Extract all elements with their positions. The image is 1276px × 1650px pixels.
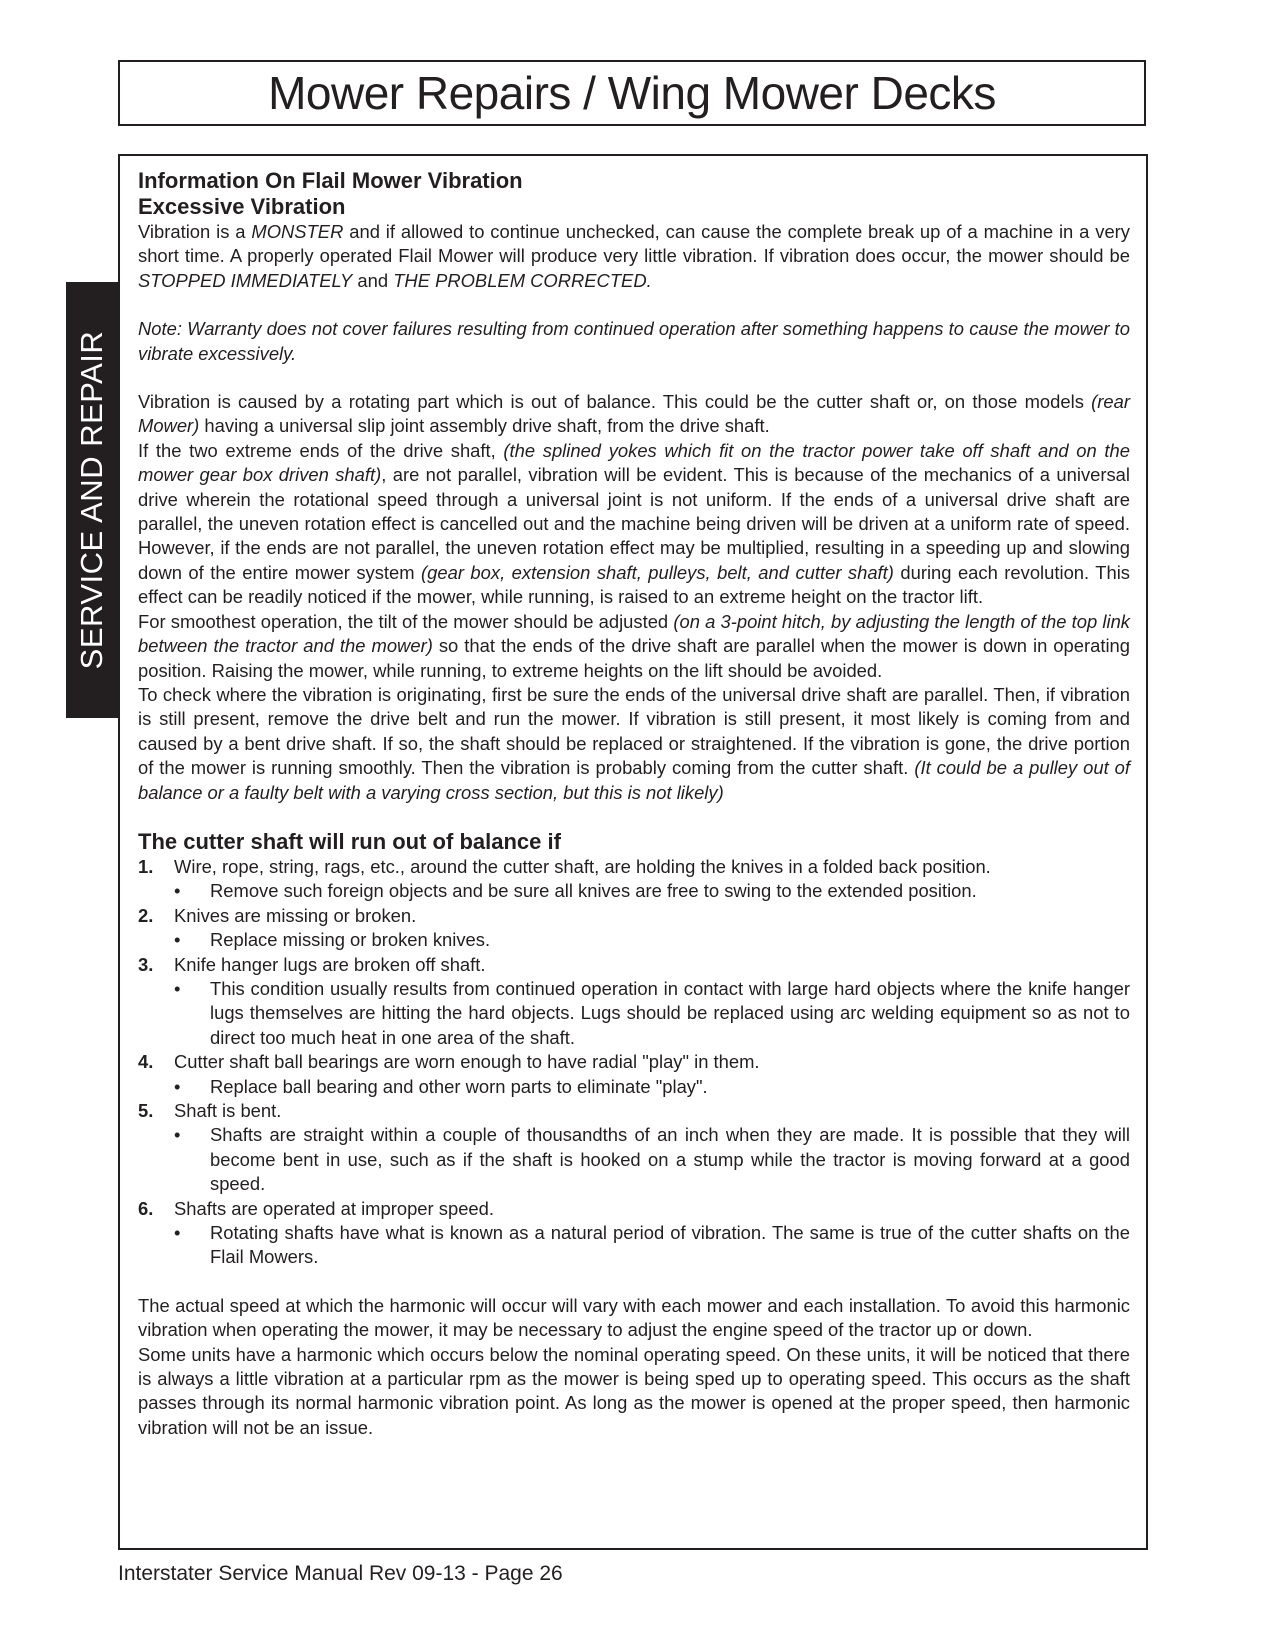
sub-item-text: Remove such foreign objects and be sure all knives are free to swing to the extended position. [210,880,977,902]
item-number: 1. [138,855,154,877]
body-paragraph [138,439,1130,610]
section-heading: Information On Flail Mower Vibration [138,168,523,193]
page-footer: Interstater Service Manual Rev 09-13 - Page 26 [118,1562,563,1585]
text-run: so that the ends of the drive shaft are parallel when the mower is down in operating position. Raising the mower, while running, to extreme heights on the lift should be avoided. [138,635,1130,681]
side-tab-label: SERVICE AND REPAIR [74,330,109,670]
sub-item [174,977,1130,1050]
body-paragraph [138,683,1130,805]
sub-item-text: Replace ball bearing and other worn parts to eliminate "play". [210,1075,708,1097]
item-text: Knife hanger lugs are broken off shaft. [174,953,486,975]
section-subheading: Excessive Vibration [138,194,346,219]
body-paragraph [138,610,1130,683]
italic-text: MONSTER [251,221,344,242]
sub-item [174,928,1130,952]
italic-text: (rear Mower) [138,391,1130,437]
text-run: and [352,269,394,291]
list-item [138,904,1130,953]
sub-item [174,1075,1130,1099]
text-run: and if allowed to continue unchecked, can cause the complete break up of a machine in a very short time. A properly operated Flail Mower will produce very little vibration. If vibration does occur, the mower should be [138,221,1130,267]
text-run: To check where the vibration is originating, first be sure the ends of the universal drive shaft are parallel. Then, if vibration is still present, remove the drive belt and run the mower. If vibration is still present, it most likely is coming from and caused by a bent drive shaft. If so, the shaft should be replaced or straightened. If the vibration is gone, the drive portion of the mower is running smoothly. Then the vibration is probably coming from the cutter shaft. [138,683,1130,779]
item-text: Knives are missing or broken. [174,904,417,926]
text-run: during each revolution. This effect can be readily noticed if the mower, while running, is raised to an extreme height on the tractor lift. [138,561,1130,608]
intro-paragraph [138,220,1130,293]
sub-item-text: Replace missing or broken knives. [210,929,491,951]
harmonic-paragraph: Some units have a harmonic which occurs below the nominal operating speed. On these units, it will be noticed that there is always a little vibration at a particular rpm as the mower is being sped up to operating speed. This occurs as the shaft passes through its normal harmonic vibration point. As long as the mower is opened at the proper speed, then harmonic vibration will not be an issue. [138,1343,1130,1438]
warranty-note-text: Note: Warranty does not cover failures resulting from continued operation after something happens to cause the mower to vibrate excessively. [138,318,1130,364]
list-item [138,953,1130,1051]
italic-text: THE PROBLEM CORRECTED. [393,269,652,291]
bullet-icon: • [174,1222,181,1244]
sub-item [174,1221,1130,1270]
cause-list [138,855,1130,1270]
section-side-tab [66,282,118,718]
balance-heading: The cutter shaft will run out of balance if [138,828,561,854]
sub-item-text: Shafts are straight within a couple of thousandths of an inch when they are made. It is possible that they will become bent in use, such as if the shaft is hooked on a stump while the tractor is moving forward at a good speed. [210,1124,1130,1195]
text-run: having a universal slip joint assembly drive shaft, from the drive shaft. [199,415,770,437]
item-number: 3. [138,953,154,975]
list-item [138,1050,1130,1099]
list-item [138,1099,1130,1197]
page-title-box [118,60,1146,126]
item-text: Shaft is bent. [174,1100,282,1121]
item-text: Cutter shaft ball bearings are worn enough to have radial "play" in them. [174,1051,760,1073]
bullet-icon: • [174,977,181,999]
item-number: 6. [138,1197,154,1219]
item-number: 2. [138,904,154,926]
italic-text: (gear box, extension shaft, pulleys, belt, and cutter shaft) [421,561,894,583]
italic-text: (on a 3-point hitch, by adjusting the length of the top link between the tractor and the mower) [138,610,1131,657]
bullet-icon: • [174,929,181,951]
body-paragraph [138,390,1130,439]
harmonic-paragraph: The actual speed at which the harmonic will occur will vary with each mower and each installation. To avoid this harmonic vibration when operating the mower, it may be necessary to adjust the engine speed of the tractor up or down. [138,1294,1130,1341]
text-run: If the two extreme ends of the drive shaft, [138,439,504,461]
list-item [138,855,1130,904]
text-run: , are not parallel, vibration will be evident. This is because of the mechanics of a universal drive wherein the rotational speed through a universal joint is not uniform. If the ends of a universal drive shaft are parallel, the uneven rotation effect is cancelled out and the machine being driven will be driven at a uniform rate of speed. However, if the ends are not parallel, the uneven rotation effect may be multiplied, resulting in a speeding up and slowing down of the entire mower system [138,464,1130,583]
bullet-icon: • [174,1075,181,1097]
page-title: Mower Repairs / Wing Mower Decks [268,67,996,119]
italic-text: (It could be a pulley out of balance or a faulty belt with a varying cross section, but this is not likely) [138,757,1130,803]
text-run: Vibration is caused by a rotating part which is out of balance. This could be the cutter shaft or, on those models [138,391,1092,413]
sub-item-text: This condition usually results from continued operation in contact with large hard objects where the knife hanger lugs themselves are hitting the hard objects. Lugs should be replaced using arc welding equipment so as not to direct too much heat in one area of the shaft. [210,977,1130,1048]
item-text: Shafts are operated at improper speed. [174,1197,494,1219]
text-run: For smoothest operation, the tilt of the mower should be adjusted [138,610,674,632]
warranty-note [138,317,1130,366]
italic-text: STOPPED IMMEDIATELY [138,269,353,291]
sub-item [174,879,1130,903]
bullet-icon: • [174,1124,181,1146]
text-run: Vibration is a [138,221,252,242]
item-number: 4. [138,1051,154,1073]
content-box [118,154,1148,1550]
item-text: Wire, rope, string, rags, etc., around the cutter shaft, are holding the knives in a folded back position. [174,855,991,877]
italic-text: (the splined yokes which fit on the tractor power take off shaft and on the mower gear box driven shaft) [138,439,1130,486]
list-item [138,1197,1130,1270]
bullet-icon: • [174,880,181,902]
item-number: 5. [138,1100,154,1121]
sub-item-text: Rotating shafts have what is known as a natural period of vibration. The same is true of the cutter shafts on the Flail Mowers. [210,1222,1130,1268]
sub-item [174,1123,1130,1196]
